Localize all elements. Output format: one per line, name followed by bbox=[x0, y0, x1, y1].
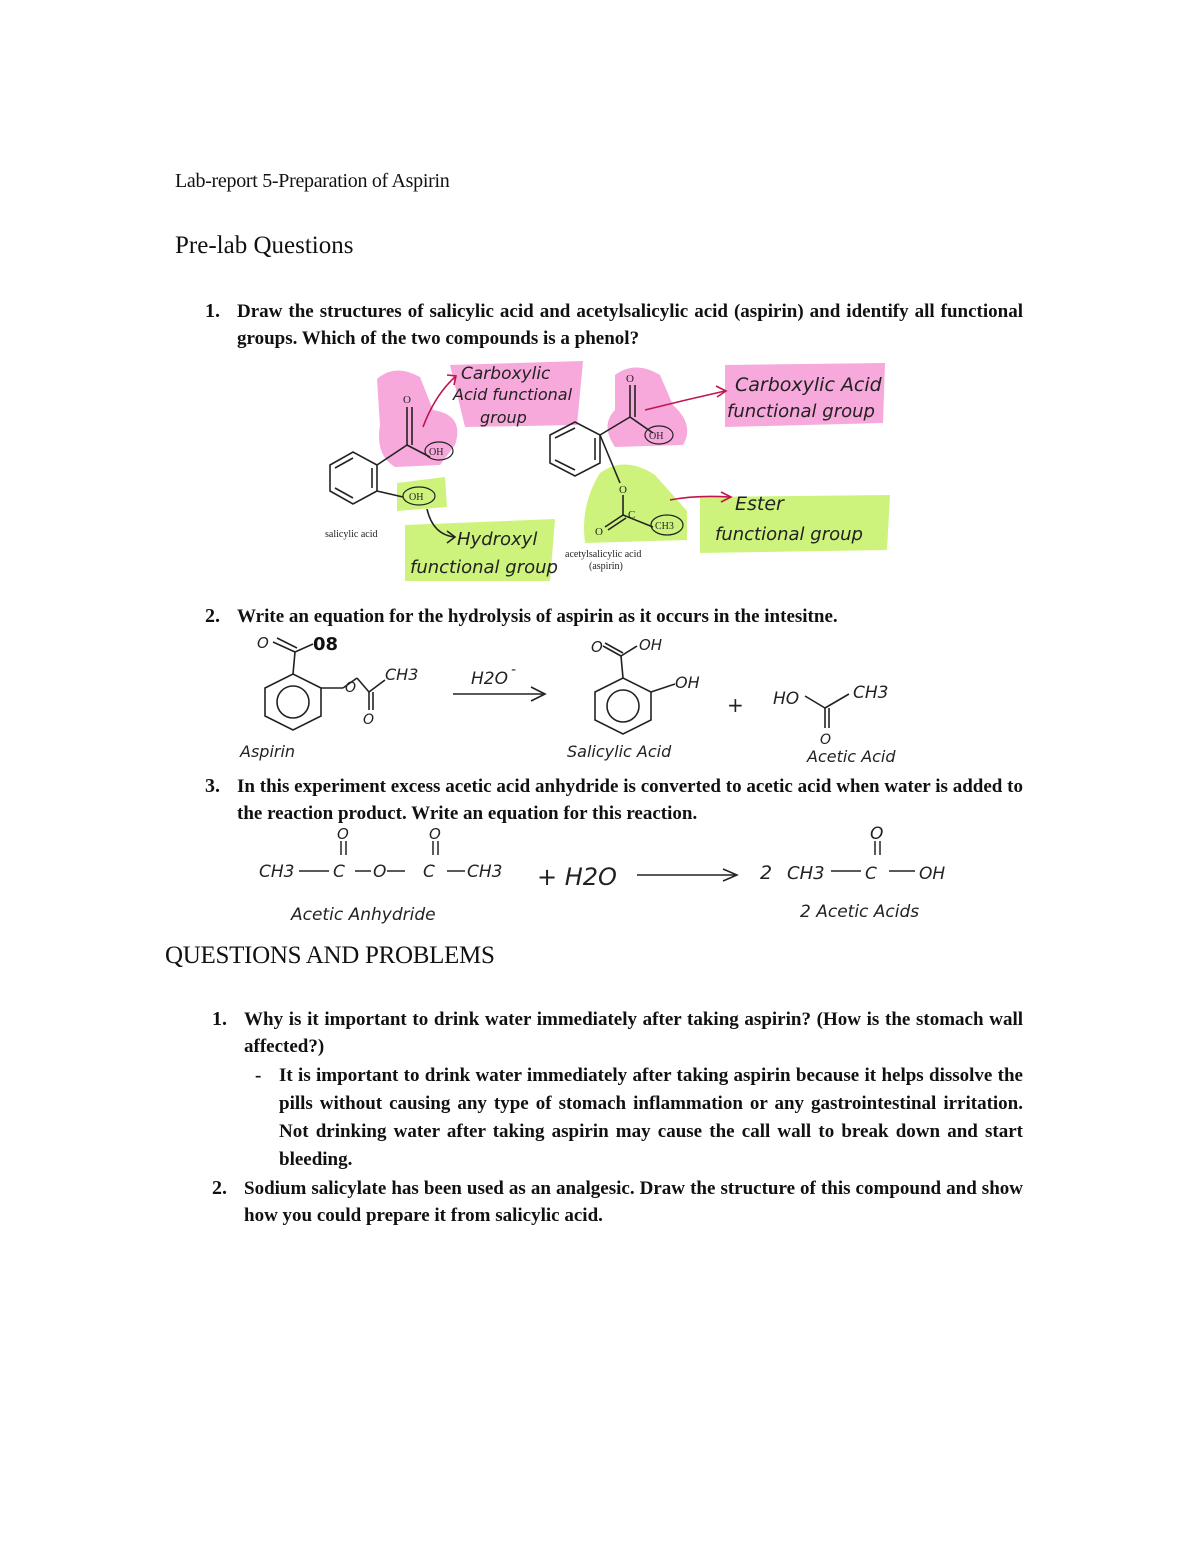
reagent-label: H2O bbox=[471, 669, 508, 689]
annot-carboxylic-1c: group bbox=[480, 408, 527, 427]
prelab-question-1 bbox=[205, 298, 1023, 352]
o-label: O bbox=[257, 634, 269, 652]
o-label: O bbox=[403, 394, 411, 406]
acetylsalicylic-label: acetylsalicylic acid bbox=[565, 549, 642, 560]
prelab-heading: Pre-lab Questions bbox=[175, 232, 354, 259]
figure-anhydride bbox=[255, 825, 975, 925]
question-text: Draw the structures of salicylic acid and acetylsalicylic acid (aspirin) and identify all functional groups. Which of the two compounds is a phenol? bbox=[237, 301, 1023, 349]
problem-text: Sodium salicylate has been used as an analgesic. Draw the structure of this compound and show how you could prepare it from salicylic acid. bbox=[244, 1178, 1023, 1226]
prelab-question-2 bbox=[205, 603, 1023, 630]
annot-carboxylic-1a: Carboxylic bbox=[461, 364, 551, 384]
annot-hydroxyl-b: functional group bbox=[410, 557, 558, 578]
problem-text: Why is it important to drink water immediately after taking aspirin? (How is the stomach wall affected?) bbox=[244, 1009, 1023, 1057]
ch3-label: CH3 bbox=[655, 521, 674, 532]
oh-label: OH bbox=[409, 492, 424, 503]
document-title: Lab-report 5-Preparation of Aspirin bbox=[175, 170, 450, 192]
aspirin-label: (aspirin) bbox=[589, 561, 623, 572]
o-label: O bbox=[429, 825, 441, 843]
question-number: 3. bbox=[205, 775, 220, 797]
annot-ester-a: Ester bbox=[735, 493, 784, 515]
ch3-label: CH3 bbox=[259, 862, 295, 882]
highlight-carboxyl-2 bbox=[608, 368, 688, 448]
bullet-dash: - bbox=[255, 1065, 262, 1086]
ch3-label: CH3 bbox=[385, 665, 419, 684]
aspirin-ring bbox=[265, 674, 321, 730]
o-label: O bbox=[591, 638, 603, 656]
o-label: O bbox=[345, 680, 357, 696]
anhydride-label: Acetic Anhydride bbox=[291, 905, 436, 925]
figure-hydrolysis bbox=[235, 632, 935, 767]
ch3-label: CH3 bbox=[467, 862, 503, 882]
oh-label: OH bbox=[649, 431, 664, 442]
oh-label: OH bbox=[639, 636, 663, 654]
c-label: C bbox=[423, 862, 435, 882]
oh-label: OH bbox=[429, 447, 444, 458]
o-label: O bbox=[373, 862, 387, 882]
o-label: O bbox=[619, 484, 627, 496]
c-label: C bbox=[865, 864, 877, 884]
o-label: O bbox=[626, 373, 634, 385]
c-label: C bbox=[628, 509, 636, 521]
questions-heading: QUESTIONS AND PROBLEMS bbox=[165, 942, 495, 969]
annot-carboxylic-1b: Acid functional bbox=[453, 385, 573, 404]
o-label: O bbox=[337, 825, 349, 843]
question-text: In this experiment excess acetic acid anhydride is converted to acetic acid when water is added to the reaction product. Write an equation for this reaction. bbox=[237, 776, 1023, 824]
c-label: C bbox=[333, 862, 345, 882]
annot-carboxylic-2a: Carboxylic Acid bbox=[735, 374, 882, 396]
answer-text: It is important to drink water immediately after taking aspirin because it helps dissolve the pills without causing any type of stomach inflammation or any gastrointestinal irritation. Not drinking water after taking aspirin may cause the call wall to break down and start bleeding. bbox=[279, 1065, 1023, 1170]
problem-number: 2. bbox=[212, 1177, 227, 1199]
o-label: O bbox=[820, 732, 832, 748]
stamp-08: 08 bbox=[313, 634, 339, 655]
figure-structures bbox=[315, 355, 905, 587]
oh-label: OH bbox=[675, 673, 700, 692]
question-text: Write an equation for the hydrolysis of aspirin as it occurs in the intesitne. bbox=[237, 606, 838, 627]
ch3-label: CH3 bbox=[787, 863, 825, 884]
salicylic-ring bbox=[595, 678, 651, 734]
coefficient-label: 2 bbox=[760, 862, 773, 884]
o-label: O bbox=[595, 526, 603, 538]
salicylic-label: Salicylic Acid bbox=[567, 742, 672, 761]
water-label: + H2O bbox=[537, 863, 617, 891]
problem-2 bbox=[212, 1175, 1023, 1229]
aspirin-label: Aspirin bbox=[240, 742, 296, 761]
oh-label: OH bbox=[919, 864, 946, 884]
reagent-charge: - bbox=[511, 662, 517, 678]
o-label: O bbox=[870, 825, 884, 844]
annot-ester-b: functional group bbox=[715, 524, 863, 545]
product-label: 2 Acetic Acids bbox=[800, 902, 920, 922]
plus-sign: + bbox=[727, 693, 744, 717]
ch3-label: CH3 bbox=[853, 683, 889, 703]
acetic-label: Acetic Acid bbox=[807, 747, 896, 766]
highlight-carboxyl-1 bbox=[377, 370, 457, 467]
salicylic-label: salicylic acid bbox=[325, 529, 378, 540]
problem-1 bbox=[212, 1006, 1023, 1060]
question-number: 2. bbox=[205, 605, 220, 627]
problem-number: 1. bbox=[212, 1008, 227, 1030]
o-label: O bbox=[363, 712, 375, 728]
ho-label: HO bbox=[773, 689, 800, 709]
question-number: 1. bbox=[205, 300, 220, 322]
problem-1-answer bbox=[255, 1062, 1023, 1174]
annot-carboxylic-2b: functional group bbox=[727, 401, 875, 422]
annot-hydroxyl-a: Hydroxyl bbox=[457, 529, 538, 550]
prelab-question-3 bbox=[205, 773, 1023, 827]
